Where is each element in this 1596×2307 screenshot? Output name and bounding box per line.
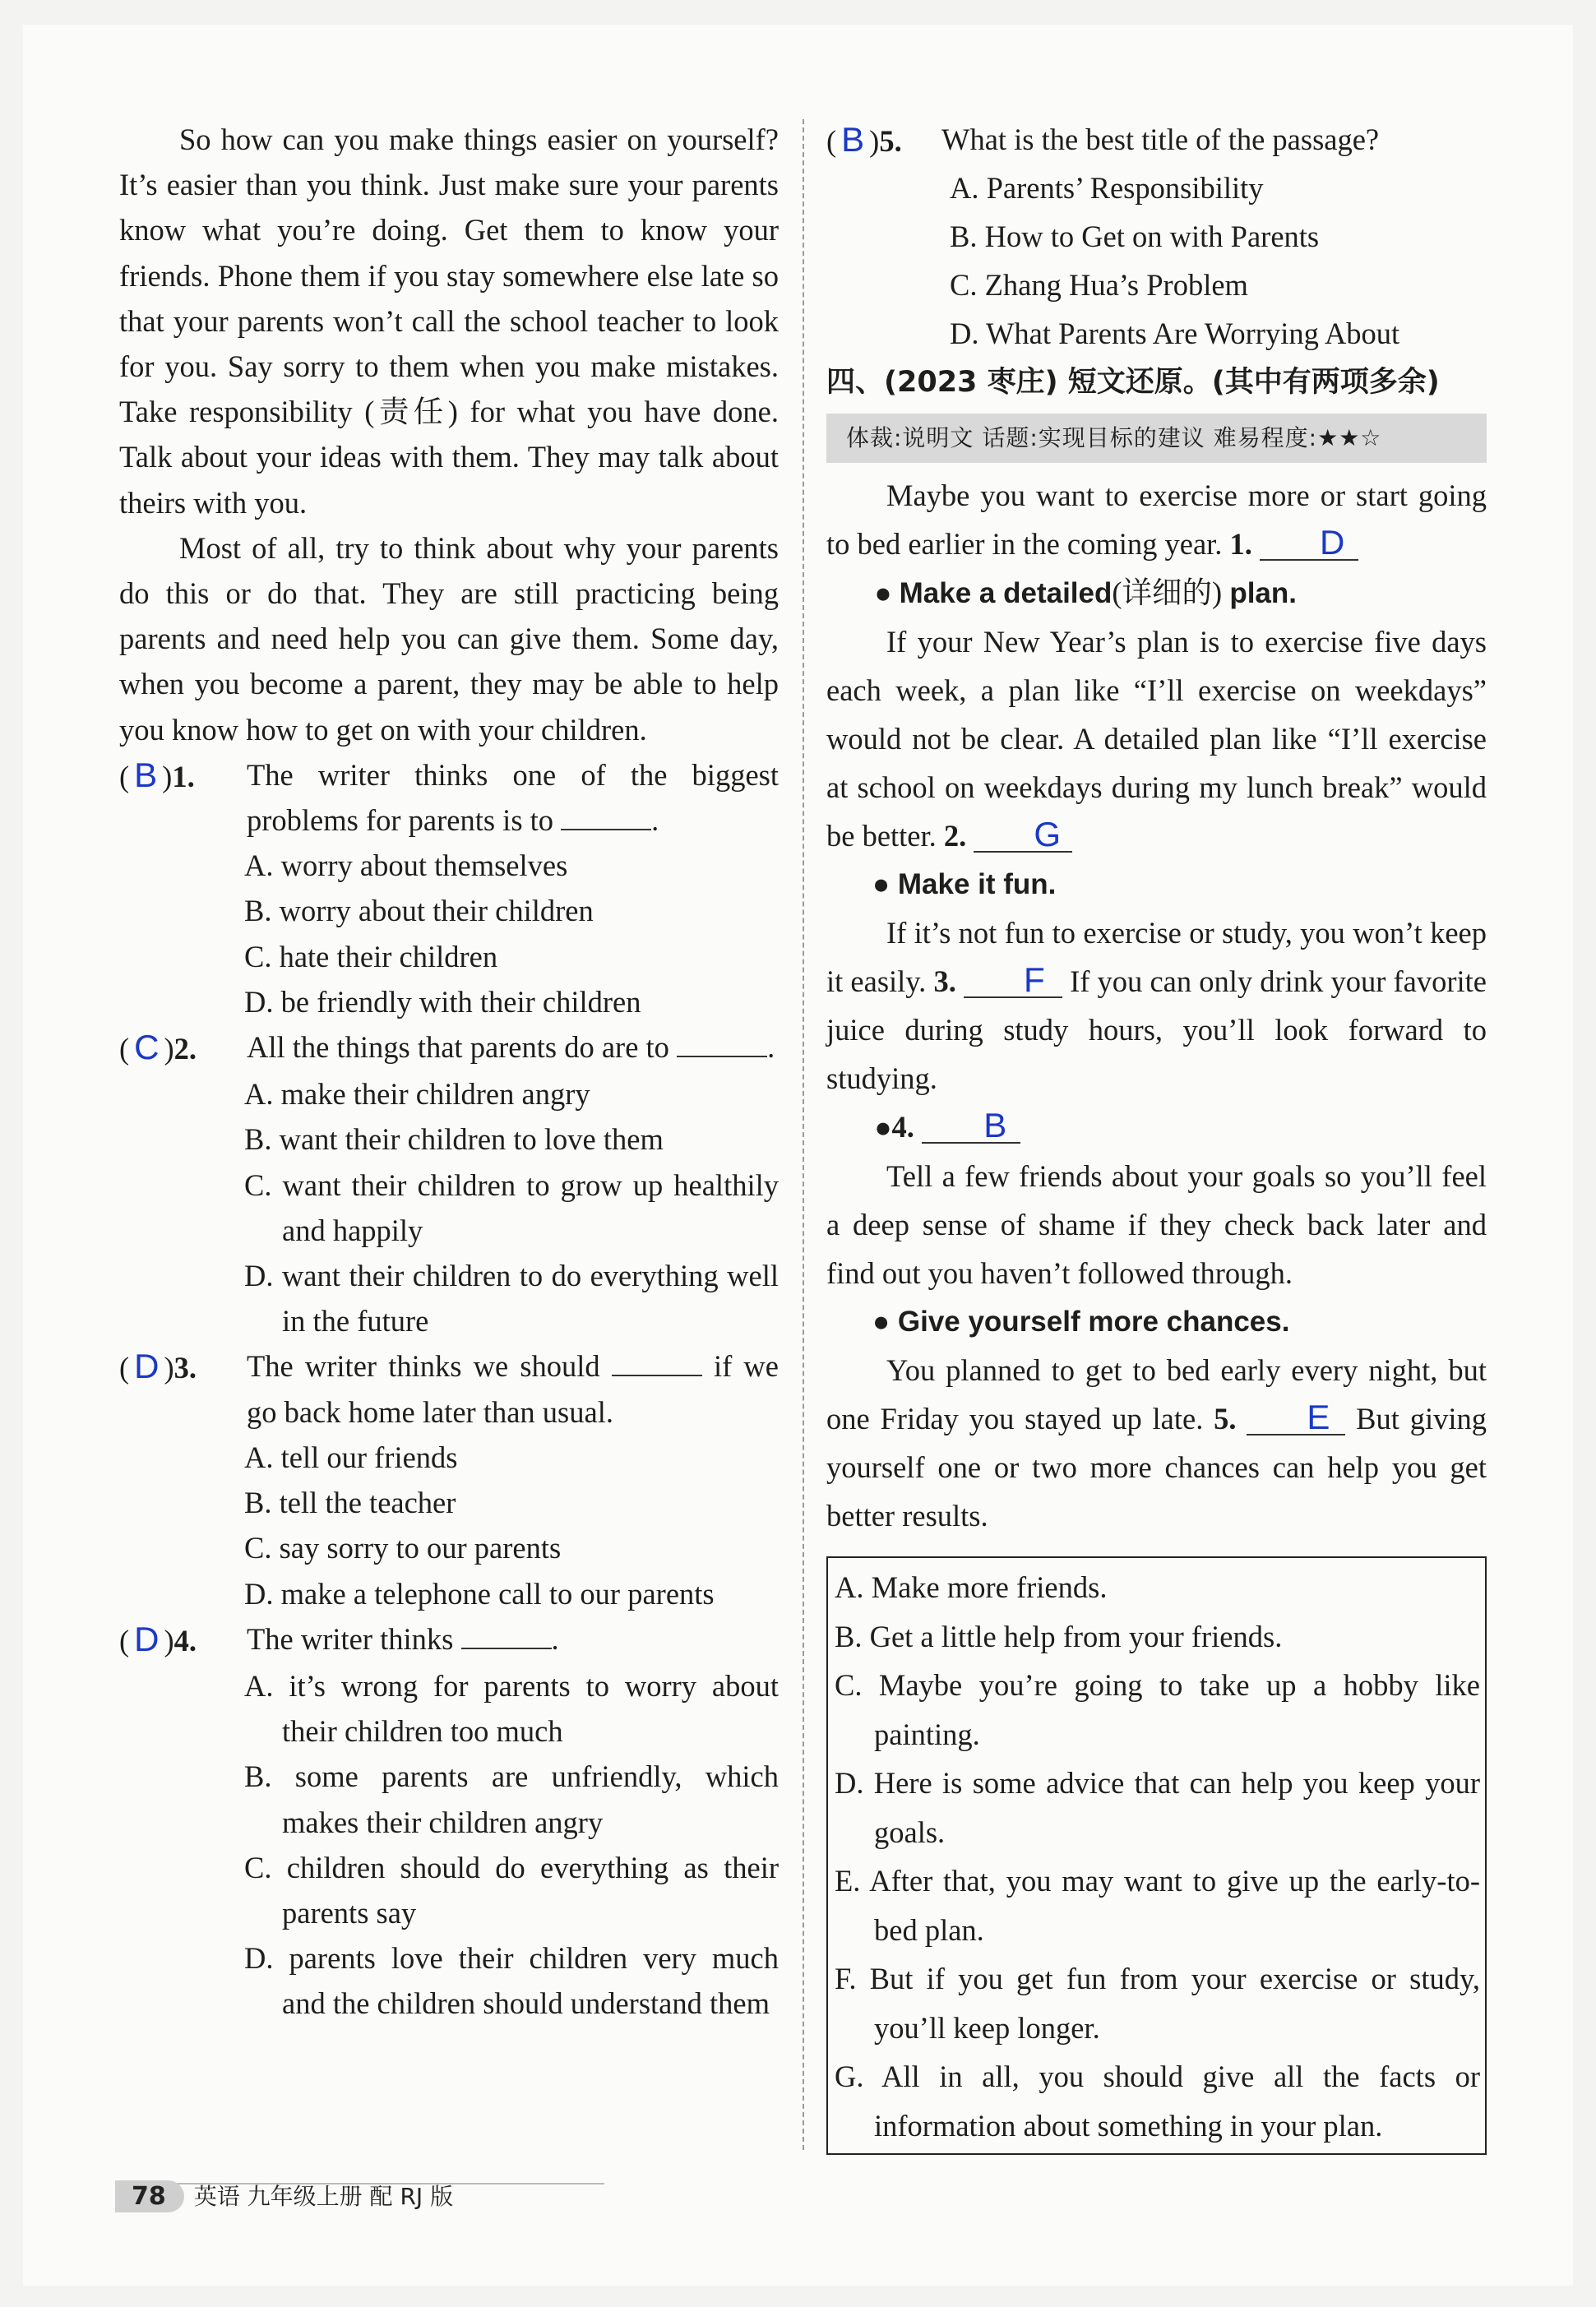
option: D. parents love their children very much and the children should understand them [244, 1941, 779, 2021]
question-2: ( C )2. All the things that parents do are to . [119, 1028, 775, 1067]
question-stem: What is the best title of the passage? [941, 123, 1380, 156]
option: C. want their children to grow up healthily and happily [244, 1167, 779, 1247]
question-number: 1. [172, 759, 195, 793]
option: D. be friendly with their children [244, 984, 641, 1019]
box-option: E. After that, you may want to give up the early-to-bed plan. [835, 1864, 1480, 1947]
left-column [119, 117, 779, 2027]
passage-paragraph: Maybe you want to exercise more or start going to bed earlier in the coming year. 1. D [826, 479, 1487, 562]
option: C. hate their children [244, 939, 498, 973]
box-option: B. Get a little help from your friends. [835, 1619, 1283, 1653]
option-list [119, 1071, 779, 1343]
question-number: 4. [173, 1623, 197, 1657]
option: A. worry about themselves [244, 848, 568, 883]
question-5: ( B )5. What is the best title of the passage? [826, 117, 1487, 164]
passage-paragraph: If it’s not fun to exercise or study, you won’t keep it easily. 3. F If you can only drink your favorite juice during study hours, you’ll look forward to studying. [826, 916, 1487, 1096]
box-option: A. Make more friends. [835, 1570, 1108, 1605]
option-list [119, 1663, 779, 2027]
option: B. How to Get on with Parents [950, 220, 1320, 254]
option: A. tell our friends [244, 1440, 458, 1474]
passage-paragraph: So how can you make things easier on yourself? It’s easier than you think. Just make sure your parents know what you’re doing. Get them to know your friends. Phone them if you stay somewhere else late so that your parents won’t call the school teacher to look for you. Say sorry to them when you make mistakes. Take responsibility (责任) for what you have done. Talk about your ideas with them. They may talk about theirs with you. [119, 123, 779, 520]
question-3: ( D )3. The writer thinks we should if we go back home later than usual. [119, 1347, 779, 1429]
option: A. make their children angry [244, 1077, 590, 1112]
question-number: 5. [879, 124, 902, 158]
section-heading: ● Make a detailed(详细的) plan. [874, 576, 1298, 610]
section-heading: ● Make it fun. [872, 868, 1057, 901]
option: D. What Parents Are Worrying About [950, 317, 1400, 351]
passage-paragraph: Most of all, try to think about why your parents do this or do that. They are still practicing being parents and need help you can give them. Some day, when you become a parent, they may be able to help you know how to get on with your children. [119, 530, 779, 747]
option: B. want their children to love them [244, 1122, 664, 1157]
blank-number: 2. [943, 819, 967, 853]
answer-fill: G [974, 818, 1072, 853]
option: A. Parents’ Responsibility [950, 171, 1264, 206]
options-box [826, 1556, 1487, 2155]
book-info: 英语 九年级上册 配 RJ 版 [193, 2183, 454, 2210]
answer-blank [461, 1618, 552, 1649]
option: C. Zhang Hua’s Problem [950, 268, 1248, 303]
right-column [826, 117, 1487, 2155]
column-divider [803, 119, 804, 2150]
question-stem: The writer thinks one of the biggest problems for parents is to [247, 757, 779, 838]
option: C. children should do everything as their parents say [244, 1850, 779, 1930]
option: D. make a telephone call to our parents [244, 1576, 715, 1611]
answer-fill: D [1260, 526, 1358, 561]
section-heading: ●4. B [826, 1103, 1487, 1152]
question-stem-end: . [551, 1621, 559, 1656]
option-list [119, 843, 779, 1024]
question-4: ( D )4. The writer thinks . [119, 1619, 559, 1658]
box-option: F. But if you get fun from your exercise or study, you’ll keep longer. [835, 1962, 1480, 2045]
answer-blank [561, 799, 651, 830]
question-1: ( B )1. The writer thinks one of the biggest problems for parents is to . [119, 755, 779, 838]
answer-mark: B [841, 120, 865, 159]
option: A. it’s wrong for parents to worry about their children too much [244, 1668, 779, 1749]
blank-number: 1. [1229, 527, 1252, 562]
question-stem: The writer thinks we should [247, 1349, 600, 1384]
question-number: 2. [173, 1032, 197, 1066]
answer-blank [612, 1345, 702, 1376]
answer-mark: B [134, 755, 158, 794]
answer-fill: E [1247, 1401, 1345, 1436]
answer-mark: D [134, 1619, 160, 1658]
blank-number: 5. [1214, 1402, 1237, 1436]
answer-mark: D [134, 1347, 160, 1386]
question-stem-end: . [651, 803, 659, 838]
option: B. some parents are unfriendly, which makes their children angry [244, 1759, 779, 1839]
question-stem: The writer thinks [247, 1621, 454, 1656]
answer-blank [677, 1026, 767, 1057]
option: C. say sorry to our parents [244, 1531, 562, 1565]
passage-paragraph: If your New Year’s plan is to exercise five days each week, a plan like “I’ll exercise on weekdays” would not be clear. A detailed plan like “I’ll exercise at school on weekdays during my lunch break” would be better. 2. G [826, 625, 1487, 854]
box-option: D. Here is some advice that can help you keep your goals. [835, 1766, 1480, 1849]
box-option: C. Maybe you’re going to take up a hobby like painting. [835, 1668, 1480, 1751]
question-number: 3. [173, 1351, 197, 1385]
option-list [119, 1435, 779, 1616]
section-title: 四、(2023 枣庄) 短文还原。(其中有两项多余) [826, 366, 1440, 400]
option: D. want their children to do everything well in the future [244, 1259, 779, 1338]
box-option: G. All in all, you should give all the facts or information about something in your plan. [835, 2060, 1480, 2143]
answer-fill: F [964, 964, 1062, 998]
section-heading: ● Give yourself more chances. [872, 1306, 1290, 1338]
answer-fill: B [922, 1109, 1020, 1144]
question-stem-end: if we go back home later than usual. [247, 1349, 779, 1429]
page-number: 78 [115, 2180, 184, 2212]
passage-paragraph: You planned to get to bed early every night, but one Friday you stayed up late. 5. E But giving yourself one or two more chances can help you get better results. [826, 1353, 1487, 1533]
blank-number: 3. [933, 964, 956, 999]
option: B. worry about their children [244, 894, 594, 928]
question-stem: All the things that parents do are to [247, 1030, 669, 1065]
blank-number: 4. [891, 1110, 914, 1144]
option-list [826, 164, 1487, 358]
passage-paragraph: Tell a few friends about your goals so you’ll feel a deep sense of shame if they check back later and find out you haven’t followed through. [826, 1159, 1487, 1291]
question-stem-end: . [767, 1030, 775, 1065]
answer-mark: C [134, 1028, 160, 1067]
page-footer [115, 2179, 453, 2212]
passage-info-tag: 体裁:说明文 话题:实现目标的建议 难易程度:★★☆ [826, 414, 1487, 463]
option: B. tell the teacher [244, 1486, 456, 1520]
